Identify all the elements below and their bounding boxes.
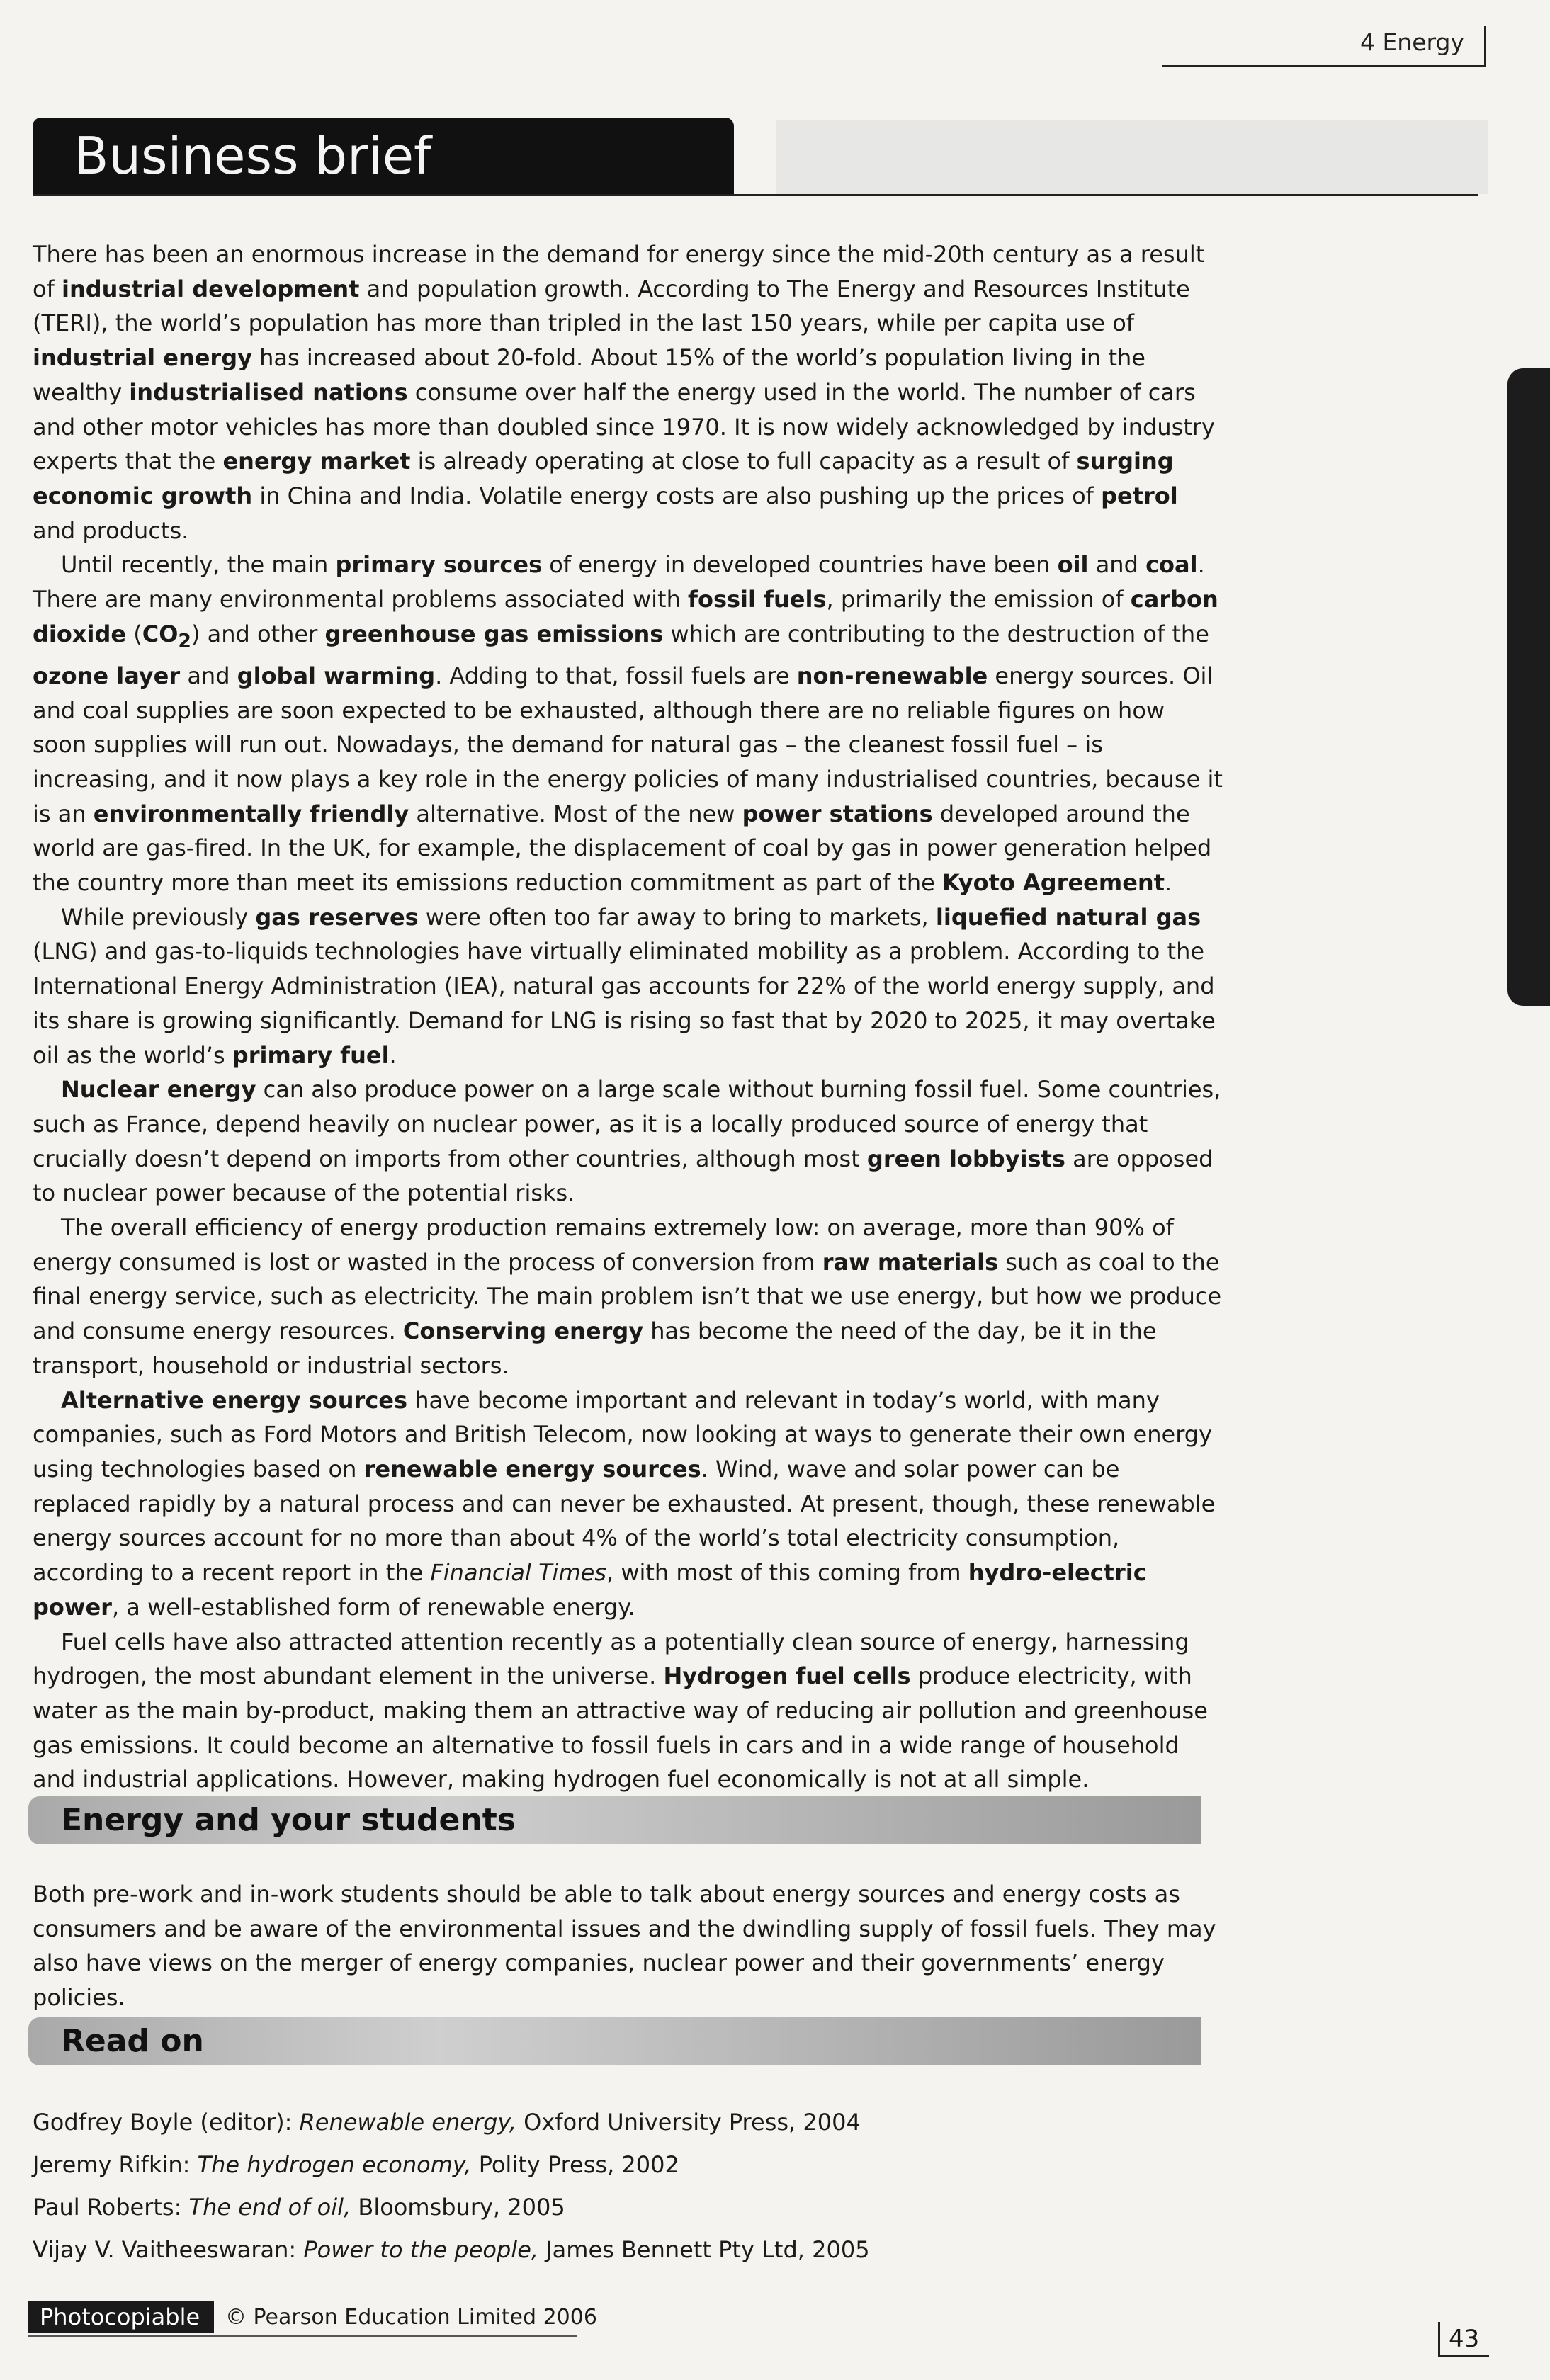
article-paragraph — [33, 900, 1223, 1073]
text-run: Fuel cells have also attracted attention recently as a potentially clean source of energy, harnessing hydrogen, the most abundant element in the universe. — [33, 1628, 1189, 1690]
text-run: consume over half the energy used in the world. The number of cars and other motor vehicles has more than doubled since 1970. It is now widely acknowledged by industry experts that the — [33, 378, 1215, 475]
text-run: and — [180, 662, 237, 689]
title-rule — [33, 194, 1478, 196]
key-term: hydro-electric power — [33, 1559, 1147, 1621]
article-paragraph — [33, 1072, 1223, 1211]
key-term: carbon dioxide — [33, 586, 1218, 647]
page-number: 43 — [1449, 2325, 1480, 2353]
text-run: (LNG) and gas-to-liquids technologies have virtually eliminated mobility as a problem. According to the International Energy Administration (IEA), natural gas accounts for 22% of the world energy supply, and its share is growing significantly. Demand for LNG is rising so fast that by 2020 to 2025, it may overtake oil as the world’s — [33, 938, 1216, 1069]
key-term: liquefied natural gas — [935, 903, 1201, 931]
article-paragraph — [33, 1211, 1223, 1383]
text-run: , a well-established form of renewable energy. — [111, 1593, 635, 1621]
key-term: Nuclear energy — [61, 1076, 256, 1104]
key-term: industrial energy — [33, 344, 252, 372]
key-term: petrol — [1101, 482, 1178, 509]
book-title: Renewable energy, — [299, 2109, 516, 2136]
book-title: Power to the people, — [303, 2236, 539, 2263]
key-term: environmentally friendly — [93, 800, 409, 827]
key-term: coal — [1145, 551, 1198, 579]
read-on-heading: Read on — [61, 2023, 204, 2059]
text-run: has increased about 20-fold. About 15% of the world’s population living in the wealthy — [33, 344, 1145, 406]
article-body — [33, 237, 1223, 1797]
text-run: which are contributing to the destruction of the — [663, 620, 1209, 647]
key-term: primary fuel — [232, 1041, 390, 1069]
key-term: greenhouse gas emissions — [324, 620, 664, 647]
key-term: global warming — [237, 662, 436, 689]
text-run: . Adding to that, fossil fuels are — [435, 662, 797, 689]
key-term: 2 — [178, 630, 191, 652]
key-term: fossil fuels — [688, 586, 827, 613]
reading-list — [33, 2101, 870, 2271]
text-run: produce electricity, with water as the main by-product, making them an attractive way of reducing air pollution and greenhouse gas emissions. It could become an alternative to fossil fuels in cars and in a wide range of household and industrial applications. However, making hydrogen fuel economically is not at all simple. — [33, 1662, 1208, 1794]
key-term: renewable energy sources — [363, 1456, 701, 1483]
key-term: green lobbyists — [866, 1145, 1065, 1172]
text-run: and population growth. According to The Energy and Resources Institute (TERI), the world’s population has more than tripled in the last 150 years, while per capita use of — [33, 275, 1190, 337]
key-term: oil — [1057, 551, 1089, 579]
book-title: The hydrogen economy, — [197, 2151, 472, 2178]
book-publisher: James Bennett Pty Ltd, 2005 — [538, 2236, 870, 2263]
text-run: alternative. Most of the new — [409, 800, 742, 827]
key-term: non-renewable — [796, 662, 988, 689]
text-run: were often too far away to bring to markets, — [418, 903, 936, 931]
book-author: Vijay V. Vaitheeswaran: — [33, 2236, 304, 2263]
text-run: and — [1088, 551, 1146, 579]
text-run: are opposed to nuclear power because of the potential risks. — [33, 1145, 1214, 1207]
key-term: Alternative energy sources — [61, 1386, 408, 1414]
key-term: energy market — [222, 448, 411, 475]
text-run: , with most of this coming from — [606, 1559, 968, 1587]
key-term: power stations — [742, 800, 933, 827]
text-run: is already operating at close to full capacity as a result of — [410, 448, 1077, 475]
footer-rule — [28, 2335, 577, 2337]
reading-list-item — [33, 2186, 870, 2228]
book-publisher: Bloomsbury, 2005 — [351, 2194, 565, 2221]
key-term: Hydrogen fuel cells — [663, 1662, 911, 1690]
key-term: industrial development — [62, 275, 360, 302]
key-term: Kyoto Agreement — [941, 869, 1165, 897]
energy-section-heading: Energy and your students — [61, 1802, 516, 1838]
text-run: such as coal to the final energy service, such as electricity. The main problem isn’t that we use energy, but how we produce and consume energy resources. — [33, 1248, 1222, 1345]
text-run: energy sources. Oil and coal supplies are soon expected to be exhausted, although there are no reliable figures on how soon supplies will run out. Nowadays, the demand for natural gas – the cleanest fossil fuel – is increasing, and it now plays a key role in the energy policies of many industrialised countries, because it is an — [33, 662, 1223, 827]
page-number-rule — [1438, 2355, 1489, 2357]
text-run: , primarily the emission of — [826, 586, 1131, 613]
article-paragraph — [33, 548, 1223, 900]
page-header — [1162, 26, 1486, 67]
reading-list-item — [33, 2228, 870, 2271]
key-term: ozone layer — [33, 662, 181, 689]
show-through-shading — [776, 120, 1488, 194]
text-run: Until recently, the main — [61, 551, 336, 579]
page-title: Business brief — [33, 118, 734, 194]
text-run: . — [1164, 869, 1172, 897]
text-run: While previously — [61, 903, 256, 931]
text-run: . There are many environmental problems associated with — [33, 551, 1205, 613]
book-author: Paul Roberts: — [33, 2194, 189, 2221]
text-run: . Wind, wave and solar power can be replaced rapidly by a natural process and can never be exhausted. At present, though, these renewable energy sources account for no more than about 4% of the world’s total electricity consumption, according to a recent report in the — [33, 1456, 1216, 1587]
text-run: developed around the world are gas-fired. In the UK, for example, the displacement of coal by gas in power generation helped the country more than meet its emissions reduction commitment as part of the — [33, 800, 1212, 897]
key-term: raw materials — [822, 1248, 999, 1276]
book-author: Jeremy Rifkin: — [33, 2151, 198, 2178]
copyright-notice: © Pearson Education Limited 2006 — [225, 2305, 597, 2330]
key-term: Conserving energy — [402, 1318, 644, 1345]
text-run: There has been an enormous increase in the demand for energy since the mid-20th century as a result of — [33, 241, 1205, 302]
article-paragraph — [33, 1383, 1223, 1625]
text-run: ( — [126, 620, 142, 647]
book-publisher: Polity Press, 2002 — [471, 2151, 679, 2178]
text-run: in China and India. Volatile energy costs are also pushing up the prices of — [252, 482, 1102, 509]
text-run: The overall efficiency of energy production remains extremely low: on average, more than 90% of energy consumed is lost or wasted in the process of conversion from — [33, 1214, 1174, 1276]
text-run: ) and other — [191, 620, 325, 647]
section-side-tab — [1507, 368, 1550, 1006]
reading-list-item — [33, 2101, 870, 2143]
article-paragraph — [33, 1625, 1223, 1798]
photocopiable-badge: Photocopiable — [28, 2301, 214, 2333]
key-term: surging economic growth — [33, 448, 1174, 509]
key-term: CO — [142, 620, 179, 647]
text-run: of energy in developed countries have been — [542, 551, 1058, 579]
text-run: have become important and relevant in today’s world, with many companies, such as Ford Motors and British Telecom, now looking at ways to generate their own energy using technologies based on — [33, 1386, 1213, 1483]
key-term: primary sources — [335, 551, 543, 579]
read-on-heading-bar — [28, 2017, 1201, 2066]
article-paragraph — [33, 237, 1223, 548]
key-term: industrialised nations — [129, 378, 408, 406]
text-run: Financial Times — [430, 1559, 606, 1587]
text-run: and products. — [33, 516, 189, 544]
energy-section-heading-bar — [28, 1796, 1201, 1844]
reading-list-item — [33, 2143, 870, 2186]
page-number-bracket — [1438, 2322, 1440, 2357]
key-term: gas reserves — [255, 903, 419, 931]
book-author: Godfrey Boyle (editor): — [33, 2109, 300, 2136]
text-run: has become the need of the day, be it in the transport, household or industrial sectors. — [33, 1318, 1157, 1379]
energy-section-text: Both pre-work and in-work students should be able to talk about energy sources and energy costs as consumers and be aware of the environmental issues and the dwindling supply of fossil fuels. They may also have views on the merger of energy companies, nuclear power and their governments’ energy policies. — [33, 1881, 1216, 2012]
text-run: . — [389, 1041, 397, 1069]
chapter-label: 4 Energy — [1359, 28, 1464, 56]
book-title: The end of oil, — [188, 2194, 351, 2221]
text-run: can also produce power on a large scale without burning fossil fuel. Some countries, such as France, depend heavily on nuclear power, as it is a locally produced source of energy that crucially doesn’t depend on imports from other countries, although most — [33, 1076, 1221, 1172]
book-publisher: Oxford University Press, 2004 — [516, 2109, 861, 2136]
